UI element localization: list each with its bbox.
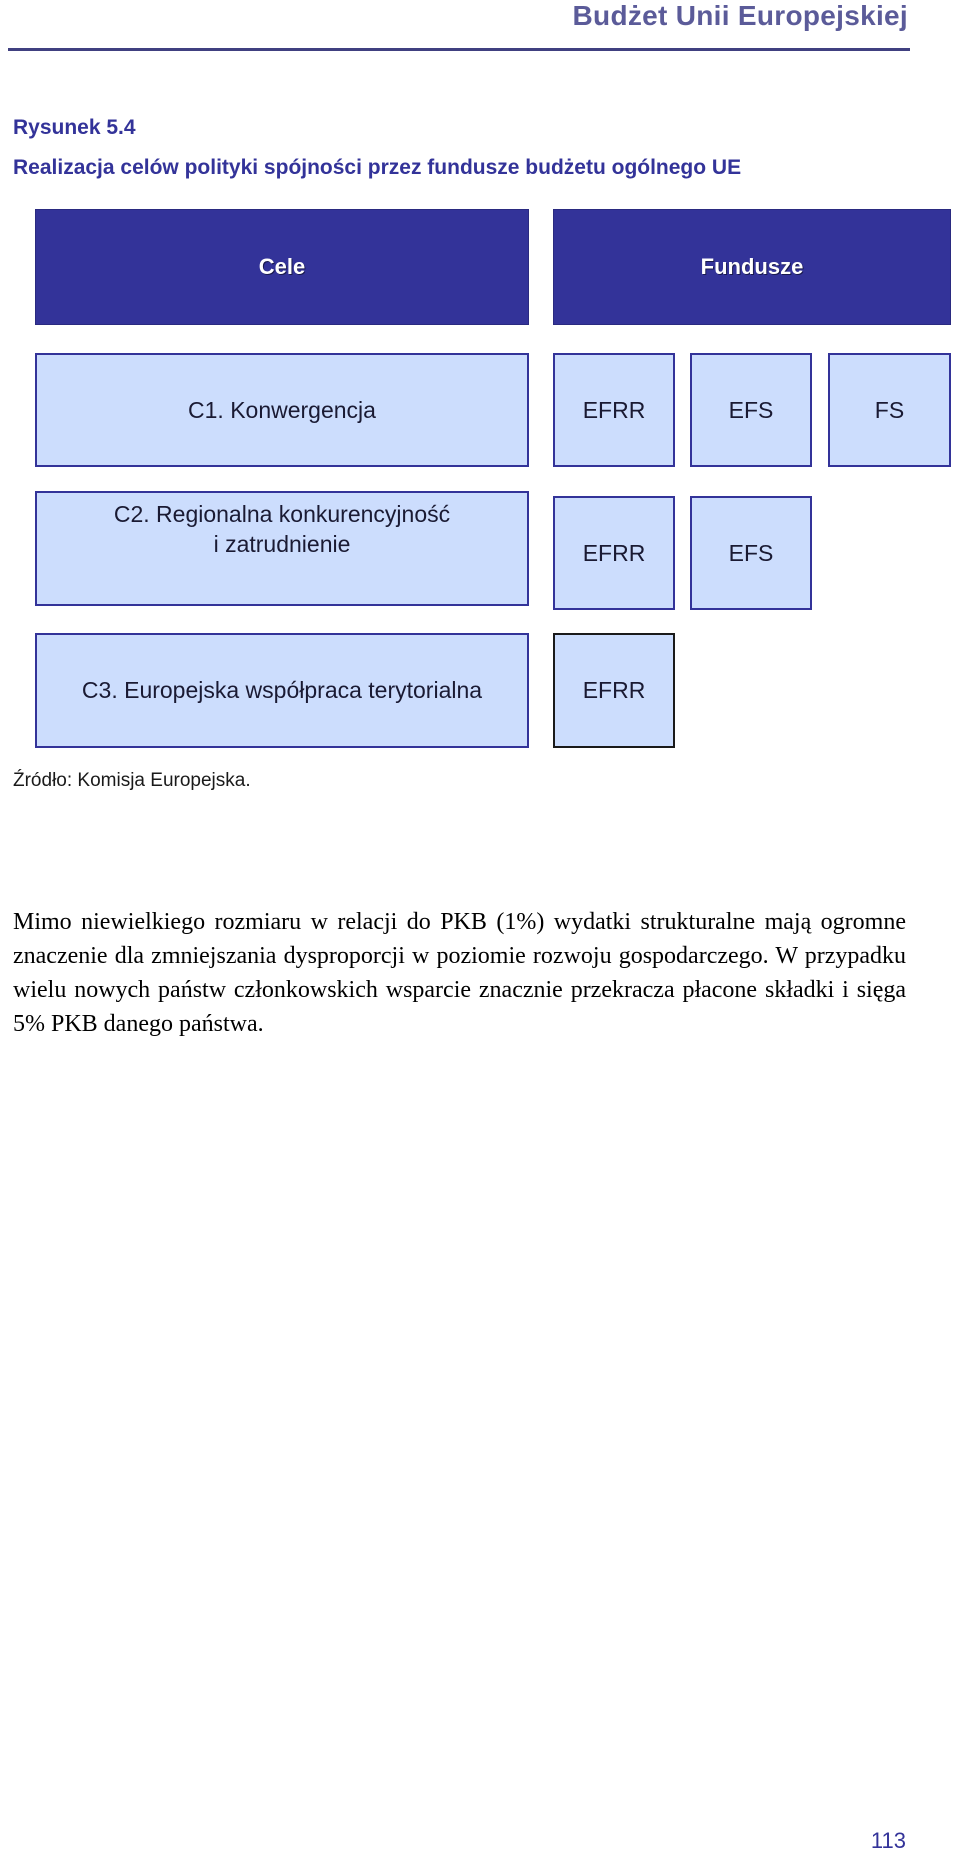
header-divider [8, 48, 910, 51]
fund-c1-fs: FS [828, 353, 951, 467]
goal-c2-label [114, 499, 450, 559]
running-header: Budżet Unii Europejskiej [572, 0, 908, 31]
goal-c2-line1: C2. Regionalna konkurencyjność [113, 500, 451, 527]
goal-c1: C1. Konwergencja [35, 353, 529, 467]
body-paragraph: Mimo niewielkiego rozmiaru w relacji do PKB (1%) wydatki strukturalne mają ogromne znaczenie dla zmniejszania dysproporcji w poziomie rozwoju gospodarczego. W przypadku wielu nowych państw członkowskich wsparcie znacznie przekracza płacone składki i sięga 5% PKB danego państwa. [13, 909, 906, 1037]
figure-title: Realizacja celów polityki spójności przez fundusze budżetu ogólnego UE [13, 156, 742, 179]
fund-c1-efrr: EFRR [553, 353, 675, 467]
figure-number: Rysunek 5.4 [13, 116, 136, 139]
fund-c1-efs: EFS [690, 353, 812, 467]
goal-c2 [35, 491, 529, 606]
fund-c3-efrr: EFRR [553, 633, 675, 748]
goals-column-header: Cele [35, 209, 529, 325]
fund-c2-efs: EFS [690, 496, 812, 610]
funds-column-header: Fundusze [553, 209, 951, 325]
goal-c2-line2: i zatrudnienie [213, 530, 351, 557]
figure-source: Źródło: Komisja Europejska. [13, 770, 251, 791]
goal-c3: C3. Europejska współpraca terytorialna [35, 633, 529, 748]
fund-c2-efrr: EFRR [553, 496, 675, 610]
page-number: 113 [870, 1828, 906, 1853]
